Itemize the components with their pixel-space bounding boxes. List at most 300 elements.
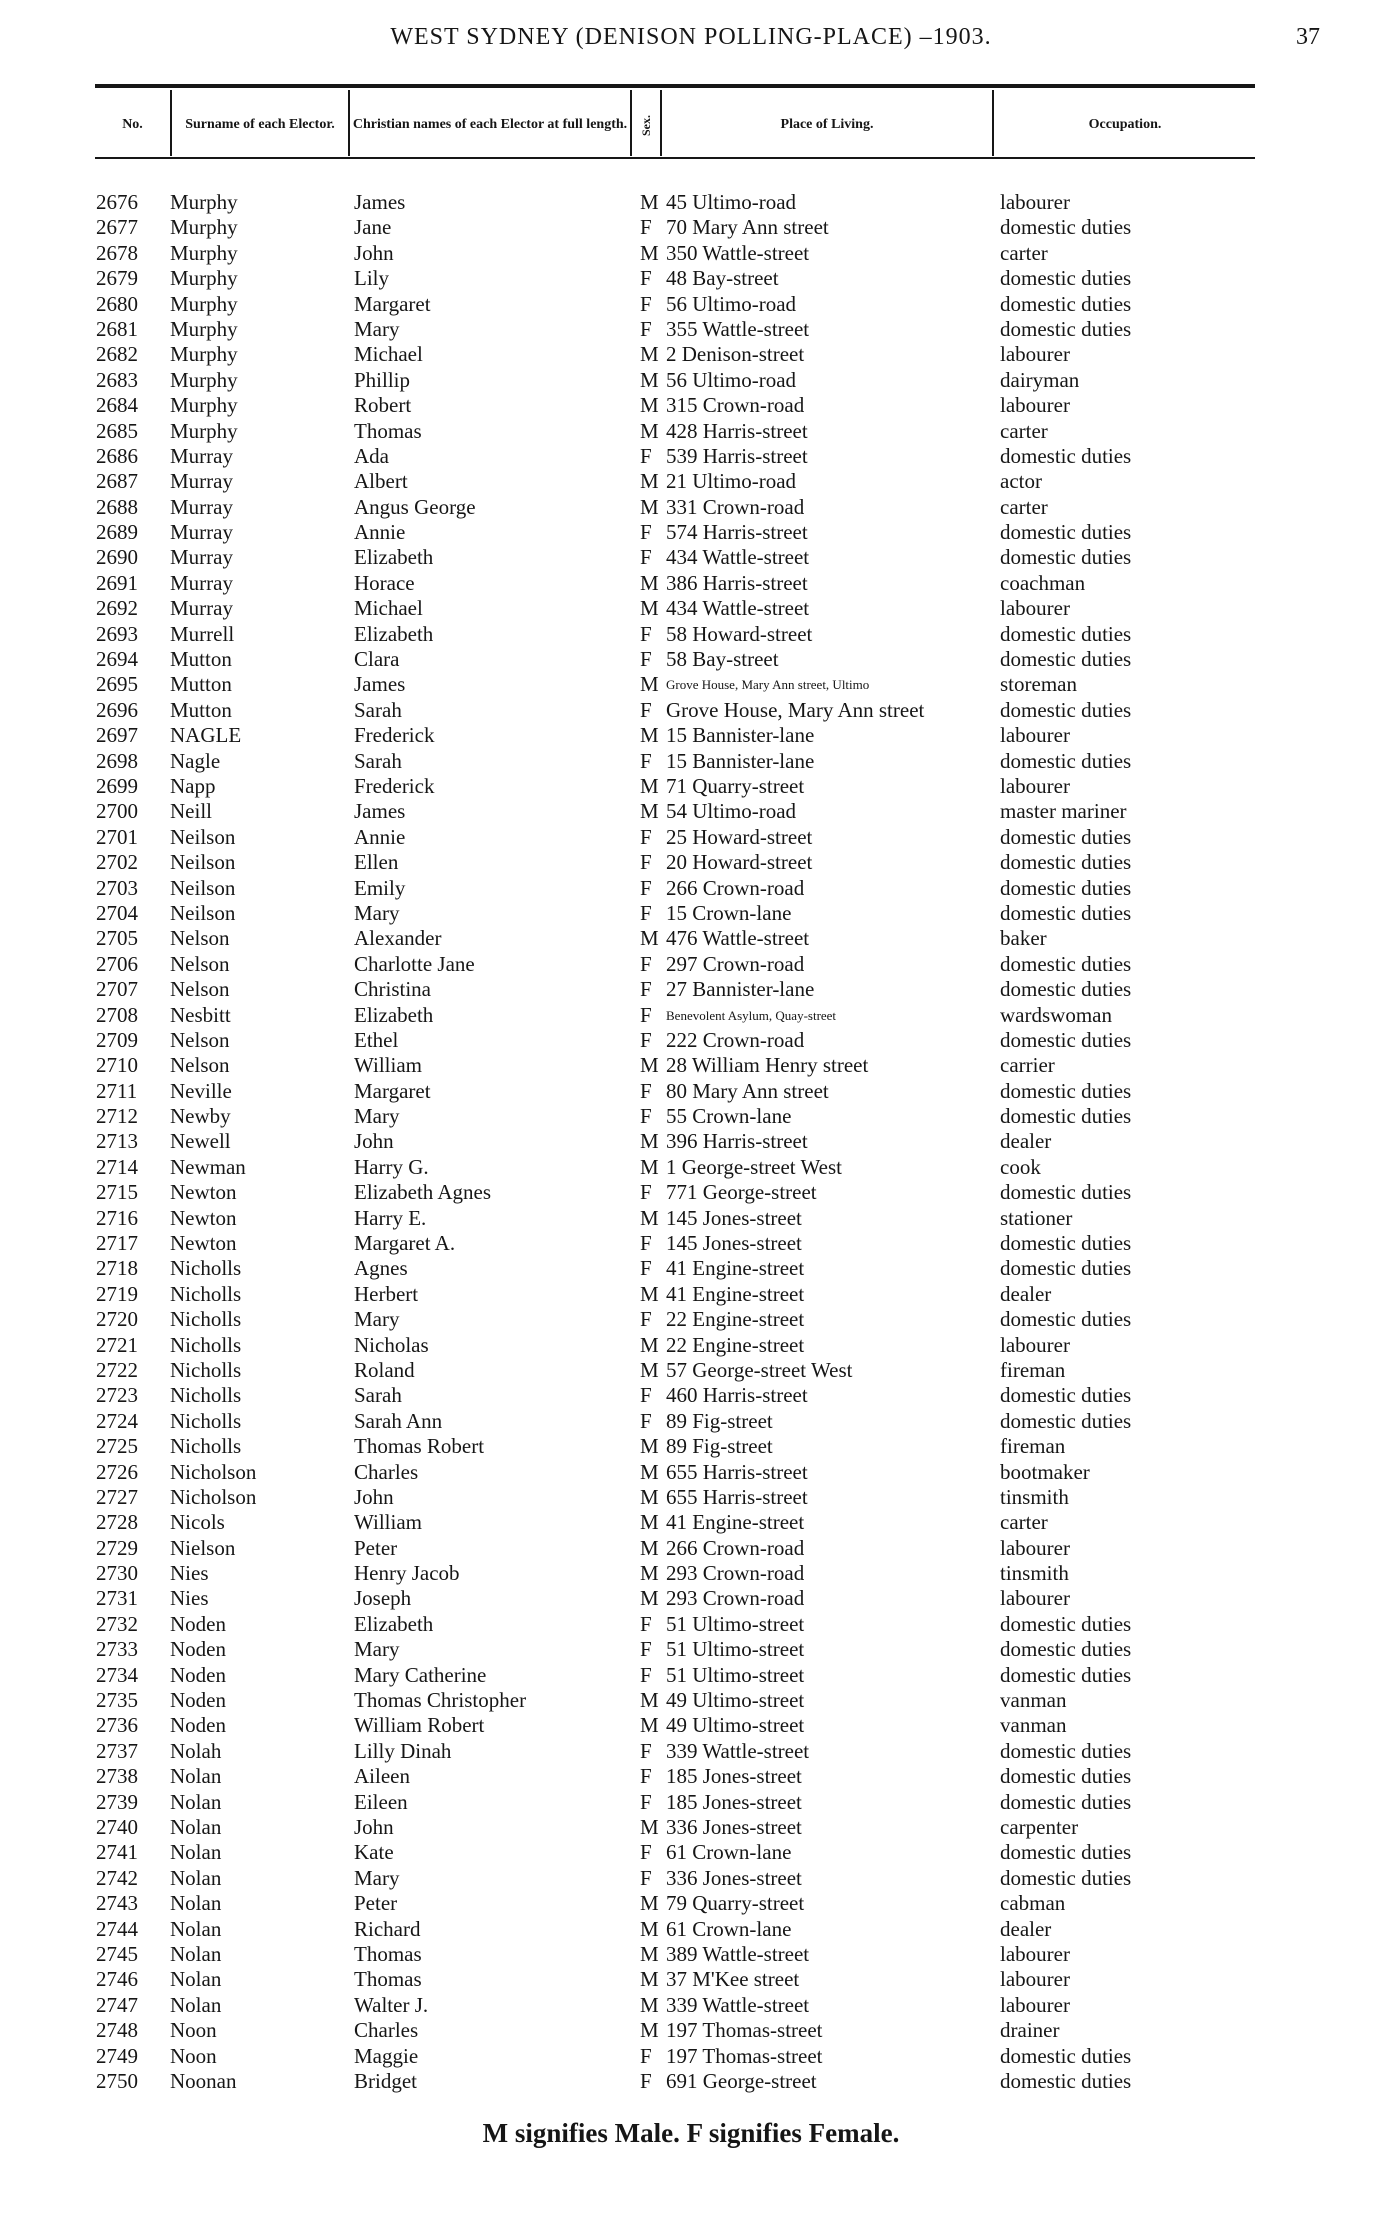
elector-sex: M [640, 570, 659, 595]
table-row [0, 317, 1382, 342]
table-row [0, 723, 1382, 748]
elector-number: 2694 [96, 647, 138, 672]
table-row [0, 1586, 1382, 1611]
elector-number: 2730 [96, 1561, 138, 1586]
table-row [0, 1460, 1382, 1485]
elector-occupation: domestic duties [1000, 1231, 1132, 1256]
elector-christian-names: Mary [354, 1637, 400, 1662]
elector-surname: Nelson [170, 1053, 230, 1078]
table-row [0, 190, 1382, 215]
elector-occupation: domestic duties [1000, 1104, 1132, 1129]
elector-surname: Nolan [170, 1941, 222, 1966]
elector-occupation: carter [1000, 494, 1048, 519]
table-row [0, 1129, 1382, 1154]
column-header-occupation: Occupation. [1088, 117, 1162, 132]
elector-occupation: domestic duties [1000, 2043, 1132, 2068]
elector-surname: Nicholson [170, 1484, 257, 1509]
table-row [0, 292, 1382, 317]
table-row [0, 2044, 1382, 2069]
table-row [0, 1003, 1382, 1028]
elector-christian-names: Henry Jacob [354, 1561, 460, 1586]
elector-occupation: labourer [1000, 1332, 1070, 1357]
column-header-no: No. [122, 117, 143, 132]
elector-surname: Murphy [170, 418, 238, 443]
table-row [0, 1561, 1382, 1586]
elector-occupation: dealer [1000, 1916, 1052, 1941]
table-row [0, 1866, 1382, 1891]
elector-number: 2708 [96, 1002, 138, 1027]
elector-sex: F [640, 1764, 652, 1789]
elector-place-of-living: 70 Mary Ann street [666, 215, 829, 240]
elector-christian-names: Michael [354, 596, 423, 621]
elector-number: 2676 [96, 190, 138, 214]
elector-christian-names: Kate [354, 1840, 394, 1865]
elector-sex: M [640, 367, 659, 392]
table-row [0, 1713, 1382, 1738]
elector-number: 2720 [96, 1307, 138, 1332]
elector-christian-names: Annie [354, 824, 406, 849]
elector-sex: M [640, 190, 659, 214]
elector-place-of-living: 51 Ultimo-street [666, 1662, 805, 1687]
table-row [0, 977, 1382, 1002]
elector-number: 2679 [96, 266, 138, 291]
elector-sex: F [640, 1865, 652, 1890]
elector-number: 2732 [96, 1611, 138, 1636]
elector-place-of-living: 185 Jones-street [666, 1764, 802, 1789]
elector-sex: M [640, 799, 659, 824]
elector-christian-names: Mary [354, 1104, 400, 1129]
elector-christian-names: Albert [354, 469, 408, 494]
elector-place-of-living: 22 Engine-street [666, 1307, 805, 1332]
elector-surname: Nolan [170, 1967, 222, 1992]
elector-christian-names: Sarah [354, 1383, 402, 1408]
elector-occupation: domestic duties [1000, 1738, 1132, 1763]
elector-number: 2697 [96, 723, 138, 748]
elector-surname: Murphy [170, 266, 238, 291]
table-row [0, 368, 1382, 393]
elector-number: 2698 [96, 748, 138, 773]
elector-surname: Noden [170, 1611, 226, 1636]
elector-place-of-living: 655 Harris-street [666, 1459, 808, 1484]
elector-surname: Nolan [170, 1789, 222, 1814]
elector-surname: Newby [170, 1104, 231, 1129]
table-row [0, 342, 1382, 367]
elector-occupation: master mariner [1000, 799, 1127, 824]
elector-number: 2746 [96, 1967, 138, 1992]
elector-occupation: cook [1000, 1154, 1041, 1179]
elector-surname: Noden [170, 1662, 226, 1687]
elector-christian-names: Elizabeth [354, 1002, 434, 1027]
table-row [0, 622, 1382, 647]
column-header-sex: Sex. [639, 114, 653, 136]
elector-surname: Newman [170, 1154, 246, 1179]
elector-occupation: domestic duties [1000, 266, 1132, 291]
elector-place-of-living: 54 Ultimo-road [666, 799, 797, 824]
elector-sex: F [640, 1611, 652, 1636]
elector-occupation: labourer [1000, 393, 1070, 418]
elector-surname: Murphy [170, 190, 238, 214]
elector-christian-names: William Robert [354, 1713, 485, 1738]
elector-christian-names: William [354, 1053, 422, 1078]
table-row [0, 215, 1382, 240]
elector-occupation: labourer [1000, 1941, 1070, 1966]
elector-occupation: labourer [1000, 1586, 1070, 1611]
elector-place-of-living: 58 Howard-street [666, 621, 813, 646]
elector-surname: Newton [170, 1205, 237, 1230]
elector-sex: M [640, 1586, 659, 1611]
elector-sex: F [640, 697, 652, 722]
elector-surname: Murray [170, 570, 233, 595]
elector-sex: F [640, 1002, 652, 1027]
elector-sex: F [640, 545, 652, 570]
elector-sex: M [640, 773, 659, 798]
elector-place-of-living: 51 Ultimo-street [666, 1611, 805, 1636]
elector-place-of-living: 460 Harris-street [666, 1383, 808, 1408]
elector-sex: M [640, 1510, 659, 1535]
elector-sex: F [640, 951, 652, 976]
elector-surname: Murphy [170, 342, 238, 367]
elector-christian-names: Bridget [354, 2068, 417, 2093]
table-row [0, 419, 1382, 444]
elector-surname: Nelson [170, 1027, 230, 1052]
elector-number: 2741 [96, 1840, 138, 1865]
elector-sex: M [640, 1941, 659, 1966]
elector-sex: F [640, 1789, 652, 1814]
elector-place-of-living: 350 Wattle-street [666, 240, 810, 265]
elector-christian-names: Charlotte Jane [354, 951, 475, 976]
elector-christian-names: Michael [354, 342, 423, 367]
elector-place-of-living: 58 Bay-street [666, 647, 779, 672]
elector-christian-names: Lilly Dinah [354, 1738, 452, 1763]
elector-surname: NAGLE [170, 723, 242, 748]
elector-surname: Murray [170, 545, 233, 570]
elector-place-of-living: 41 Engine-street [666, 1281, 805, 1306]
elector-surname: Noden [170, 1713, 226, 1738]
elector-sex: F [640, 1231, 652, 1256]
elector-surname: Murray [170, 596, 233, 621]
elector-place-of-living: 61 Crown-lane [666, 1916, 792, 1941]
elector-christian-names: Agnes [354, 1256, 408, 1281]
elector-number: 2731 [96, 1586, 138, 1611]
elector-christian-names: Herbert [354, 1281, 419, 1306]
elector-occupation: domestic duties [1000, 291, 1132, 316]
table-row [0, 571, 1382, 596]
elector-sex: M [640, 672, 659, 697]
elector-christian-names: John [354, 1815, 394, 1839]
elector-place-of-living: 15 Bannister-lane [666, 723, 815, 748]
elector-christian-names: Sarah Ann [354, 1408, 443, 1433]
elector-occupation: labourer [1000, 1535, 1070, 1560]
elector-surname: Nicholls [170, 1434, 242, 1459]
elector-surname: Nielson [170, 1535, 236, 1560]
table-row [0, 1688, 1382, 1713]
elector-surname: Nagle [170, 748, 221, 773]
table-row [0, 1967, 1382, 1992]
elector-occupation: domestic duties [1000, 1789, 1132, 1814]
elector-christian-names: Ethel [354, 1027, 399, 1052]
elector-place-of-living: 476 Wattle-street [666, 926, 810, 951]
elector-surname: Murphy [170, 393, 238, 418]
elector-occupation: labourer [1000, 1967, 1070, 1992]
elector-occupation: baker [1000, 926, 1047, 951]
table-row [0, 1510, 1382, 1535]
elector-christian-names: Sarah [354, 697, 402, 722]
table-row [0, 596, 1382, 621]
table-row [0, 1079, 1382, 1104]
table-row [0, 1231, 1382, 1256]
elector-place-of-living: 15 Crown-lane [666, 900, 792, 925]
elector-christian-names: Harry E. [354, 1205, 427, 1230]
elector-sex: M [640, 2018, 659, 2043]
elector-place-of-living: 197 Thomas-street [666, 2018, 823, 2043]
table-row [0, 1282, 1382, 1307]
elector-number: 2709 [96, 1027, 138, 1052]
elector-place-of-living: 51 Ultimo-street [666, 1637, 805, 1662]
elector-place-of-living: 655 Harris-street [666, 1484, 808, 1509]
elector-sex: F [640, 443, 652, 468]
elector-christian-names: Mary [354, 1307, 400, 1332]
elector-place-of-living: 336 Jones-street [666, 1815, 802, 1839]
elector-place-of-living: 25 Howard-street [666, 824, 813, 849]
elector-christian-names: Margaret [354, 1078, 431, 1103]
table-row [0, 1409, 1382, 1434]
elector-christian-names: James [354, 672, 406, 697]
table-row [0, 825, 1382, 850]
elector-christian-names: Mary [354, 1865, 400, 1890]
elector-sex: F [640, 748, 652, 773]
elector-number: 2681 [96, 316, 138, 341]
table-row [0, 545, 1382, 570]
elector-occupation: domestic duties [1000, 1408, 1132, 1433]
elector-christian-names: Emily [354, 875, 406, 900]
elector-sex: M [640, 240, 659, 265]
elector-number: 2726 [96, 1459, 138, 1484]
elector-occupation: domestic duties [1000, 1256, 1132, 1281]
elector-christian-names: James [354, 799, 406, 824]
elector-sex: M [640, 494, 659, 519]
elector-surname: Nicholls [170, 1383, 242, 1408]
elector-christian-names: Ada [354, 443, 389, 468]
elector-sex: F [640, 1180, 652, 1205]
elector-number: 2738 [96, 1764, 138, 1789]
elector-christian-names: Thomas [354, 1941, 422, 1966]
elector-surname: Nies [170, 1561, 209, 1586]
elector-surname: Napp [170, 773, 216, 798]
elector-place-of-living: 49 Ultimo-street [666, 1688, 805, 1713]
elector-number: 2707 [96, 977, 138, 1002]
table-row [0, 1028, 1382, 1053]
elector-sex: M [640, 1332, 659, 1357]
elector-place-of-living: 293 Crown-road [666, 1586, 805, 1611]
elector-place-of-living: 56 Ultimo-road [666, 367, 797, 392]
elector-sex: F [640, 900, 652, 925]
elector-christian-names: Nicholas [354, 1332, 429, 1357]
elector-occupation: carter [1000, 418, 1048, 443]
elector-place-of-living: 266 Crown-road [666, 1535, 805, 1560]
elector-christian-names: Christina [354, 977, 431, 1002]
elector-place-of-living: 55 Crown-lane [666, 1104, 792, 1129]
table-row [0, 1383, 1382, 1408]
elector-place-of-living: 41 Engine-street [666, 1256, 805, 1281]
elector-place-of-living: 37 M'Kee street [666, 1967, 800, 1992]
table-row [0, 1434, 1382, 1459]
elector-number: 2713 [96, 1129, 138, 1154]
elector-sex: F [640, 875, 652, 900]
elector-number: 2716 [96, 1205, 138, 1230]
elector-place-of-living: 574 Harris-street [666, 520, 808, 545]
elector-number: 2719 [96, 1281, 138, 1306]
elector-sex: F [640, 215, 652, 240]
elector-number: 2680 [96, 291, 138, 316]
elector-sex: M [640, 1459, 659, 1484]
table-row [0, 1333, 1382, 1358]
elector-number: 2684 [96, 393, 138, 418]
elector-occupation: vanman [1000, 1688, 1067, 1713]
elector-number: 2692 [96, 596, 138, 621]
elector-sex: M [640, 469, 659, 494]
table-row [0, 1104, 1382, 1129]
elector-surname: Murrell [170, 621, 235, 646]
elector-christian-names: Mary Catherine [354, 1662, 487, 1687]
elector-sex: F [640, 824, 652, 849]
elector-sex: F [640, 2043, 652, 2068]
elector-number: 2696 [96, 697, 138, 722]
elector-occupation: stationer [1000, 1205, 1073, 1230]
elector-occupation: domestic duties [1000, 1027, 1132, 1052]
elector-surname: Nicols [170, 1510, 225, 1535]
elector-occupation: actor [1000, 469, 1042, 494]
elector-surname: Nolan [170, 1916, 222, 1941]
elector-sex: F [640, 1637, 652, 1662]
elector-sex: M [640, 723, 659, 748]
elector-number: 2690 [96, 545, 138, 570]
elector-surname: Nicholls [170, 1307, 242, 1332]
elector-place-of-living: 20 Howard-street [666, 850, 813, 875]
elector-number: 2722 [96, 1357, 138, 1382]
elector-sex: F [640, 1078, 652, 1103]
elector-christian-names: Margaret [354, 291, 431, 316]
elector-place-of-living: 396 Harris-street [666, 1129, 808, 1154]
elector-occupation: bootmaker [1000, 1459, 1090, 1484]
elector-surname: Neill [170, 799, 212, 824]
elector-christian-names: Thomas [354, 1967, 422, 1992]
elector-surname: Nelson [170, 977, 230, 1002]
elector-christian-names: Frederick [354, 723, 435, 748]
elector-christian-names: Peter [354, 1891, 398, 1916]
elector-surname: Nicholls [170, 1281, 242, 1306]
elector-number: 2714 [96, 1154, 138, 1179]
elector-sex: F [640, 1104, 652, 1129]
elector-place-of-living: 293 Crown-road [666, 1561, 805, 1586]
elector-surname: Mutton [170, 697, 232, 722]
elector-christian-names: William [354, 1510, 422, 1535]
elector-occupation: domestic duties [1000, 951, 1132, 976]
table-row [0, 393, 1382, 418]
elector-christian-names: Eileen [354, 1789, 408, 1814]
elector-number: 2745 [96, 1941, 138, 1966]
elector-occupation: dealer [1000, 1129, 1052, 1154]
elector-sex: M [640, 1688, 659, 1713]
elector-sex: M [640, 1053, 659, 1078]
elector-place-of-living: 389 Wattle-street [666, 1941, 810, 1966]
elector-christian-names: Lily [354, 266, 389, 291]
elector-christian-names: Aileen [354, 1764, 410, 1789]
table-row [0, 1790, 1382, 1815]
elector-surname: Noon [170, 2043, 217, 2068]
elector-occupation: domestic duties [1000, 1307, 1132, 1332]
elector-sex: M [640, 1815, 659, 1839]
elector-place-of-living: 691 George-street [666, 2068, 817, 2093]
elector-occupation: domestic duties [1000, 545, 1132, 570]
elector-sex: F [640, 647, 652, 672]
table-row [0, 1206, 1382, 1231]
table-row [0, 1612, 1382, 1637]
elector-surname: Nies [170, 1586, 209, 1611]
elector-number: 2728 [96, 1510, 138, 1535]
elector-number: 2693 [96, 621, 138, 646]
elector-place-of-living: 27 Bannister-lane [666, 977, 815, 1002]
table-row [0, 1358, 1382, 1383]
elector-occupation: domestic duties [1000, 900, 1132, 925]
elector-surname: Newton [170, 1180, 237, 1205]
elector-place-of-living: 80 Mary Ann street [666, 1078, 829, 1103]
table-row [0, 1155, 1382, 1180]
elector-place-of-living: 2 Denison-street [666, 342, 805, 367]
elector-sex: F [640, 1383, 652, 1408]
elector-number: 2733 [96, 1637, 138, 1662]
elector-sex: M [640, 393, 659, 418]
elector-surname: Noden [170, 1637, 226, 1662]
elector-surname: Nolan [170, 1992, 222, 2017]
table-row [0, 1764, 1382, 1789]
elector-occupation: domestic duties [1000, 1637, 1132, 1662]
elector-occupation: domestic duties [1000, 215, 1132, 240]
elector-occupation: labourer [1000, 190, 1070, 214]
elector-number: 2686 [96, 443, 138, 468]
elector-occupation: dairyman [1000, 367, 1080, 392]
elector-place-of-living: 336 Jones-street [666, 1865, 802, 1890]
elector-christian-names: Margaret A. [354, 1231, 456, 1256]
table-row [0, 520, 1382, 545]
elector-sex: F [640, 1027, 652, 1052]
table-row [0, 1739, 1382, 1764]
elector-number: 2712 [96, 1104, 138, 1129]
elector-place-of-living: 297 Crown-road [666, 951, 805, 976]
elector-christian-names: Elizabeth [354, 1611, 434, 1636]
elector-number: 2703 [96, 875, 138, 900]
elector-surname: Nolah [170, 1738, 222, 1763]
table-row [0, 266, 1382, 291]
running-title: WEST SYDNEY (DENISON POLLING-PLACE) –1903. [390, 24, 992, 50]
elector-christian-names: Elizabeth [354, 545, 434, 570]
table-row [0, 1053, 1382, 1078]
elector-place-of-living: 355 Wattle-street [666, 316, 810, 341]
elector-place-of-living: 71 Quarry-street [666, 773, 805, 798]
elector-occupation: domestic duties [1000, 748, 1132, 773]
elector-sex: M [640, 1281, 659, 1306]
elector-number: 2691 [96, 570, 138, 595]
table-row [0, 1993, 1382, 2018]
elector-place-of-living: Grove House, Mary Ann street [666, 697, 925, 722]
elector-christian-names: Annie [354, 520, 406, 545]
table-row [0, 495, 1382, 520]
elector-number: 2747 [96, 1992, 138, 2017]
elector-number: 2706 [96, 951, 138, 976]
elector-christian-names: Clara [354, 647, 400, 672]
elector-surname: Noonan [170, 2068, 237, 2093]
elector-sex: F [640, 850, 652, 875]
elector-number: 2739 [96, 1789, 138, 1814]
